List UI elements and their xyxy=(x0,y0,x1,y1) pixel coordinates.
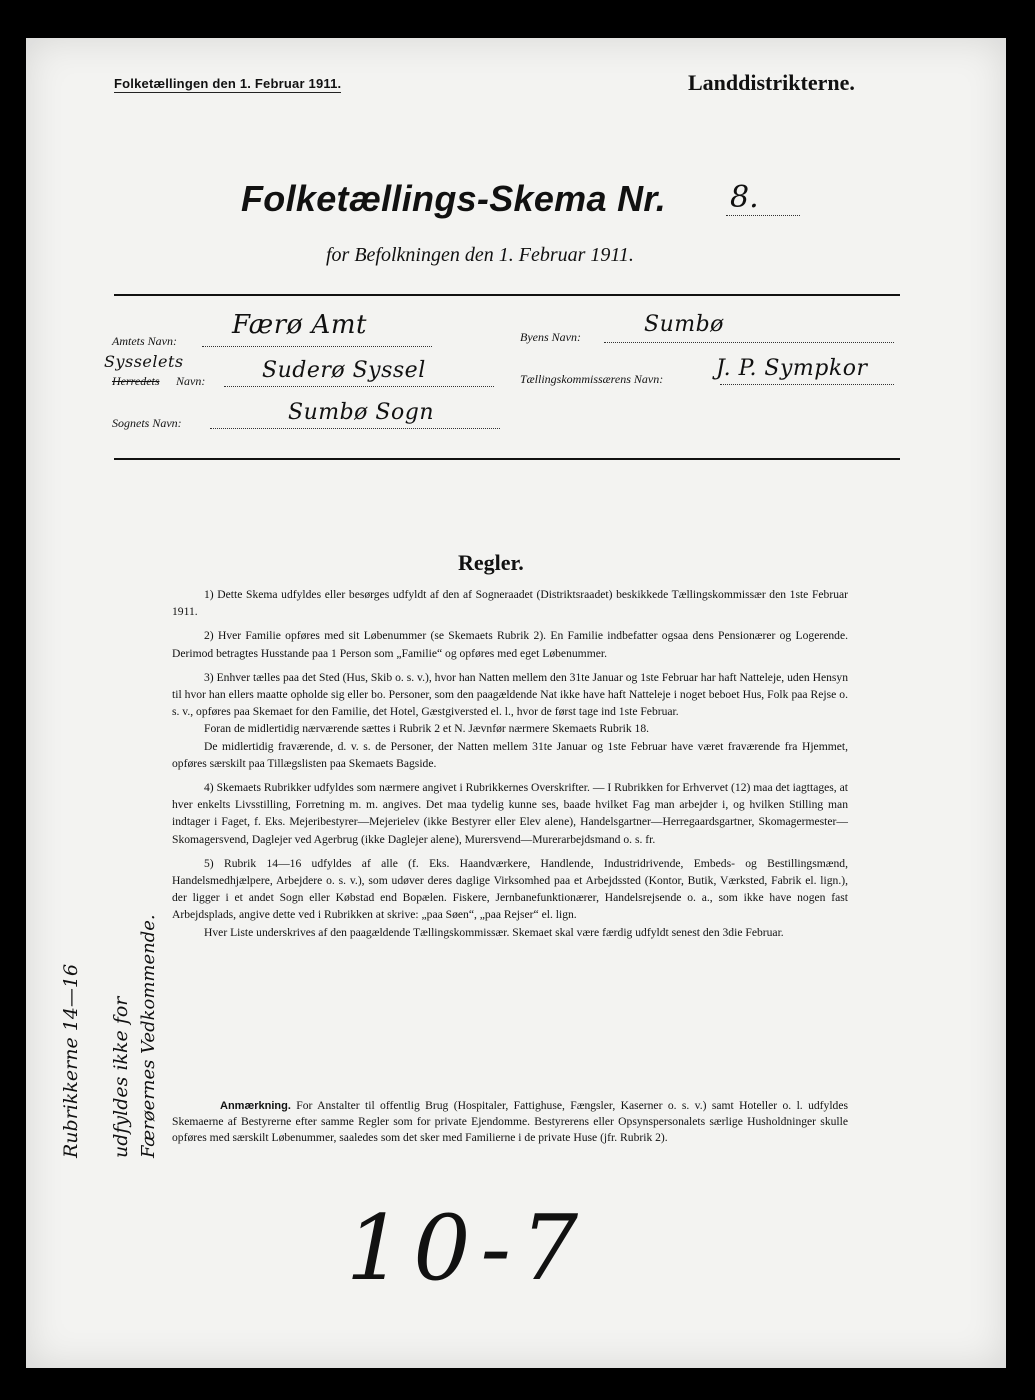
kommissaer-line xyxy=(720,384,894,385)
by-line xyxy=(604,342,894,343)
fields-divider xyxy=(114,458,900,460)
top-divider xyxy=(114,294,900,296)
margin-note-line-2: udfyldes ikke for xyxy=(110,996,132,1158)
regler-paragraph-8: Hver Liste underskrives af den paagældende Tællingskommissær. Skemaet skal være færdig udfyldt senest den 3die Februar. xyxy=(204,925,784,939)
kommissaer-value: J. P. Sympkor xyxy=(716,356,868,381)
regler-body xyxy=(172,586,848,948)
amt-label: Amtets Navn: xyxy=(112,334,177,348)
header-census-date: Folketællingen den 1. Februar 1911. xyxy=(114,76,342,91)
form-subtitle: for Befolkningen den 1. Februar 1911. xyxy=(326,244,634,266)
sogn-label: Sognets Navn: xyxy=(112,416,182,430)
header-district-type: Landdistrikterne. xyxy=(688,70,855,95)
census-form-page xyxy=(26,38,1006,1368)
by-value: Sumbø xyxy=(644,312,724,337)
amt-value: Færø Amt xyxy=(232,310,367,340)
regler-paragraph-6: 4) Skemaets Rubrikker udfyldes som nærmere angivet i Rubrikkernes Overskrifter. — I Rubrikken for Erhvervet (12) maa det iagttages, at hver enkelts Livsstilling, Forretning m. m. angives. Det maa tydelig kunne ses, baade hvilket Fag man arbejder i, og hvilken Stilling man indtager i Faget, f. Eks. Mejeribestyrer—Mejerielev (ikke Bestyrer eller Elev alene), Handelsgartner—Herregaardsgartner, Skomagermester—Skomagersvend, Daglejer ved Agerbrug (ikke Daglejer alene), Murersvend—Murerarbejdsmand o. s. fr. xyxy=(172,781,848,846)
sogn-line xyxy=(210,428,500,429)
form-number: 8. xyxy=(726,180,800,216)
regler-paragraph-2: 2) Hver Familie opføres med sit Løbenummer (se Skemaets Rubrik 2). En Familie indbefatter ogsaa dens Pensionærer og Logerende. Derimod betragtes Husstande paa 1 Person som „Familie“ og opføres med eget Løbenummer. xyxy=(172,629,848,660)
regler-paragraph-5: De midlertidig fraværende, d. v. s. de Personer, der Natten mellem 31te Januar og 1ste Februar have været fraværende fra Hjemmet, opføres særskilt paa Tillægslisten paa Skemaets Bagside. xyxy=(172,739,848,770)
anmaerkning-text: For Anstalter til offentlig Brug (Hospitaler, Fattighuse, Fængsler, Kaserner o. s. v.) samt Hoteller o. l. udfyldes Skemaerne af Bestyrerne efter samme Regler som for private Ejendomme. Bestyrerens eller Opsynspersonalets særlige Husholdninger skulle opføres med særskilt Løbenummer, saaledes som det sker med Familierne i de private Huse (jfr. Rubrik 2). xyxy=(172,1099,849,1144)
margin-note-line-1: Rubrikkerne 14—16 xyxy=(60,963,82,1158)
herred-label-struck: Herredets xyxy=(112,374,160,388)
amt-line xyxy=(202,346,432,347)
kommissaer-label: Tællingskommissærens Navn: xyxy=(520,372,664,386)
regler-paragraph-7: 5) Rubrik 14—16 udfyldes af alle (f. Eks. Haandværkere, Handlende, Industridrivende, Embeds- og Bestillingsmænd, Handelsmedhjælpere, Arbejdere o. s. v.), som udøver deres daglige Virksomhed paa et Arbejdssted (Kontor, Butik, Værksted, Fabrik el. lign.), der ligger i et andet Sogn eller Købstad end Bopælen. Fiskere, Jernbanefunktionærer, Handelsrejsende o. a., som ikke have nogen fast Arbejdsplads, angive dette ved i Rubrikken at skrive: „paa Søen“, „paa Rejser“ el. lign. xyxy=(172,856,848,922)
anmaerkning-note xyxy=(172,1098,848,1146)
regler-paragraph-3: 3) Enhver tælles paa det Sted (Hus, Skib o. s. v.), hvor han Natten mellem den 31te Januar og 1ste Februar har haft Natteleje, uden Hensyn til hvor han ellers maatte opholde sig eller bo. Personer, som den paagældende Nat ikke have haft Natteleje i noget beboet Hus, Folk paa Rejse o. s. v., opføres paa Skemaet for den Familie, det Hotel, Gæstgiversted el. l., hvor de først tage ind 1ste Februar. xyxy=(172,670,848,719)
sogn-value: Sumbø Sogn xyxy=(288,400,434,425)
herred-line xyxy=(224,386,494,387)
herred-label-suffix: Navn: xyxy=(176,374,206,388)
by-label: Byens Navn: xyxy=(520,330,581,344)
margin-note-line-3: Færøernes Vedkommende. xyxy=(138,914,159,1158)
handwritten-sheet-number: 10-7 xyxy=(346,1196,589,1301)
regler-title: Regler. xyxy=(458,550,524,575)
herred-value: Suderø Syssel xyxy=(262,358,426,383)
form-title: Folketællings-Skema Nr. xyxy=(241,178,667,219)
herred-label-handwritten: Sysselets xyxy=(104,352,184,371)
anmaerkning-label: Anmærkning. xyxy=(220,1100,291,1112)
regler-paragraph-4: Foran de midlertidig nærværende sættes i Rubrik 2 et N. Jævnfør nærmere Skemaets Rubrik 18. xyxy=(204,722,650,736)
regler-paragraph-1: 1) Dette Skema udfyldes eller besørges udfyldt af den af Sogneraadet (Distriktsraadet) beskikkede Tællingskommissær den 1ste Februar 1911. xyxy=(172,588,848,619)
